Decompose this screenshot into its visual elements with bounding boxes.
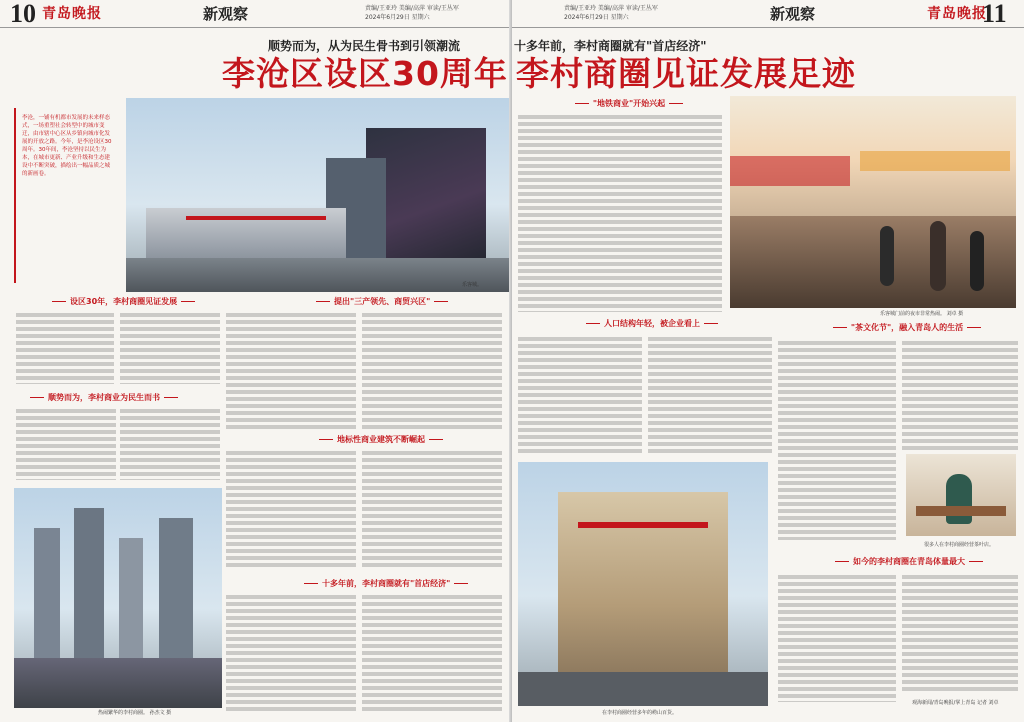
body-text-block [226, 594, 356, 714]
headline: 李村商圈见证发展足迹 [516, 54, 856, 93]
subheading: 人口结构年轻，被企业看上 [572, 318, 732, 330]
body-text-block [120, 312, 220, 384]
body-text-block [16, 312, 114, 384]
body-text-block [362, 312, 502, 430]
page-number: 11 [982, 0, 1007, 28]
body-text-block [362, 594, 502, 714]
photo-lekecheng-mall [126, 98, 509, 292]
photo-caption: 乐客城。 [462, 282, 483, 288]
photo-caption: 乐客城门前的夜市非常热闹。 刘卓 摄 [880, 311, 964, 317]
right-page [512, 0, 1024, 722]
body-text-block [226, 450, 356, 570]
body-text-block [226, 312, 356, 430]
section-title: 新观察 [203, 5, 249, 23]
byline: 观海新闻/青岛晚报/掌上青岛 记者 刘卓 [912, 700, 999, 706]
body-text-block [518, 336, 642, 456]
subheading: "地铁商业"开始兴起 [564, 98, 694, 110]
date-line: 2024年6月29日 星期六 [564, 14, 629, 21]
intro-text: 李沧，一铺有机都市发展的未来样态式，一场重塑社会转型中的城市变迁，由市辖中心区从乡镇向城市化发展的开放之路。今年，是李沧设区30周年。30年间，李沧坚持以民生为本，在城市更新、产业升级和生态建设中不断突破，描绘出一幅品质之城的新画卷。 [22, 115, 112, 177]
body-text-block [778, 340, 896, 540]
body-text-block [648, 336, 772, 456]
date-line: 2024年6月29日 星期六 [365, 14, 430, 21]
body-text-block [362, 450, 502, 570]
photo-caption: 在李村商圈经营多年的崂山百货。 [602, 710, 678, 716]
page-header [0, 0, 512, 28]
photo-laoshan-department-store [518, 462, 768, 706]
subheading: 顺势而为，李村商业为民生而书 [26, 392, 146, 404]
newspaper-logo: 青岛晚报 [927, 6, 987, 22]
body-text-block [778, 574, 896, 702]
kicker: 十多年前，李村商圈就有"首店经济" [514, 39, 707, 53]
photo-caption: 很多人在李村商圈经营茶叶店。 [924, 542, 995, 548]
section-title: 新观察 [770, 5, 816, 23]
subheading: 地标性商业建筑不断崛起 [315, 434, 445, 446]
photo-licun-skyline [14, 488, 222, 708]
page-header [512, 0, 1024, 28]
photo-tea-shop [906, 454, 1016, 536]
body-text-block [902, 574, 1018, 692]
body-text-block [518, 114, 722, 312]
subheading: 十多年前，李村商圈就有"首店经济" [300, 578, 470, 590]
intro-box [14, 108, 118, 283]
photo-caption: 热闹繁华的李村商圈。 孙杰文 摄 [98, 710, 172, 716]
subheading: 如今的李村商圈在青岛体量最大 [804, 556, 1014, 568]
newspaper-logo: 青岛晚报 [42, 6, 102, 22]
body-text-block [16, 408, 116, 480]
kicker: 顺势而为，从为民生骨书到引领潮流 [268, 39, 461, 53]
page-number: 10 [10, 0, 36, 28]
body-text-block [902, 340, 1018, 450]
body-text-block [120, 408, 220, 480]
photo-night-market [730, 96, 1016, 308]
headline: 李沧区设区30周年 [222, 54, 508, 93]
subheading: 提出"三产领先、商贸兴区" [312, 296, 452, 308]
editors-line: 责编/王亚玲 美编/高萍 审读/王丛军 [365, 5, 459, 12]
editors-line: 责编/王亚玲 美编/高萍 审读/王丛军 [564, 5, 658, 12]
subheading: 设区30年，李村商圈见证发展 [48, 296, 188, 308]
subheading: "茶文化节"，融入青岛人的生活 [812, 322, 1002, 334]
